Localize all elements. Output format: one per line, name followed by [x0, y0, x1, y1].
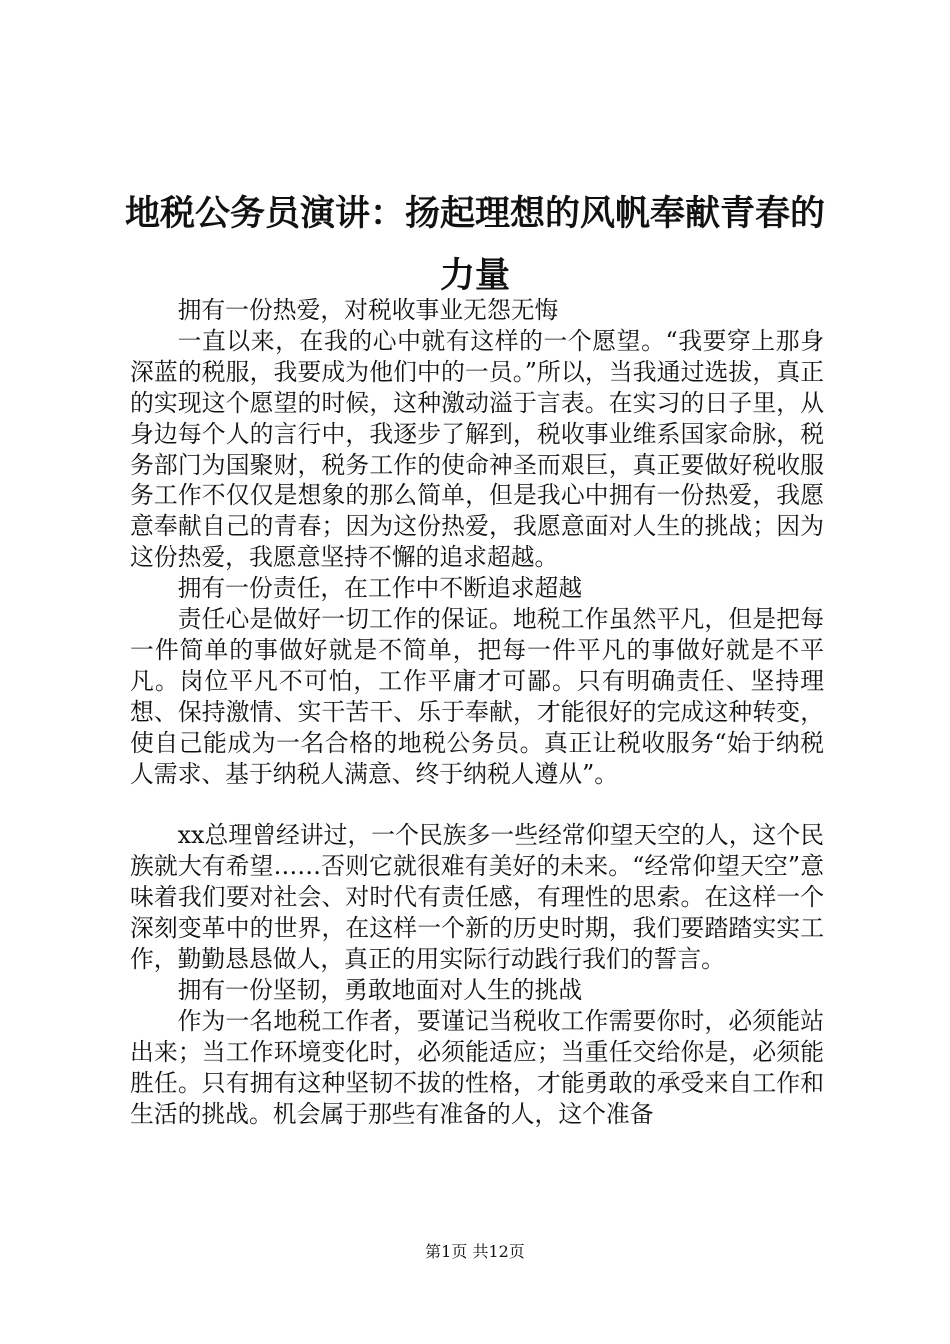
section-heading-tenacity: 拥有一份坚韧，勇敢地面对人生的挑战 — [177, 975, 583, 1004]
section-heading-love: 拥有一份热爱，对税收事业无怨无悔 — [177, 296, 559, 324]
paragraph-premier-quote: xx总理曾经讲过，一个民族多一些经常仰望天空的人，这个民族就大有希望……否则它就很难有美好的未来。“经常仰望天空”意味着我们要对社会、对时代有责任感，有理性的思索。在这样一个深刻变革中的世界，在这样一个新的历史时期，我们要踏踏实实工作，勤勤恳恳做人，真正的用实际行动践行我们的誓言。 — [130, 821, 824, 974]
document-body — [130, 295, 824, 1129]
page-number-footer: 第1页 共12页 — [425, 1242, 525, 1261]
section-heading-responsibility: 拥有一份责任，在工作中不断追求超越 — [177, 574, 583, 603]
paragraph-responsibility: 责任心是做好一切工作的保证。地税工作虽然平凡，但是把每一件简单的事做好就是不简单，把每一件平凡的事做好就是不平凡。岗位平凡不可怕，工作平庸才可鄙。只有明确责任、坚持理想、保持激情、实干苦干、乐于奉献，才能很好的完成这种转变，使自己能成为一名合格的地税公务员。真正让税收服务“始于纳税人需求、基于纳税人满意、终于纳税人遵从”。 — [130, 605, 824, 788]
document-title: 地税公务员演讲：扬起理想的风帆奉献青春的力量 — [124, 194, 825, 296]
paragraph-tenacity: 作为一名地税工作者，要谨记当税收工作需要你时，必须能站出来；当工作环境变化时，必须能适应；当重任交给你是，必须能胜任。只有拥有这种坚韧不拔的性格，才能勇敢的承受来自工作和生活的挑战。机会属于那些有准备的人，这个准备 — [130, 1006, 824, 1128]
paragraph-love: 一直以来，在我的心中就有这样的一个愿望。“我要穿上那身深蓝的税服，我要成为他们中的一员。”所以，当我通过选拔，真正的实现这个愿望的时候，这种激动溢于言表。在实习的日子里，从身边每个人的言行中，我逐步了解到，税收事业维系国家命脉，税务部门为国聚财，税务工作的使命神圣而艰巨，真正要做好税收服务工作不仅仅是想象的那么简单，但是我心中拥有一份热爱，我愿意奉献自己的青春；因为这份热爱，我愿意面对人生的挑战；因为这份热爱，我愿意坚持不懈的追求超越。 — [130, 326, 824, 572]
